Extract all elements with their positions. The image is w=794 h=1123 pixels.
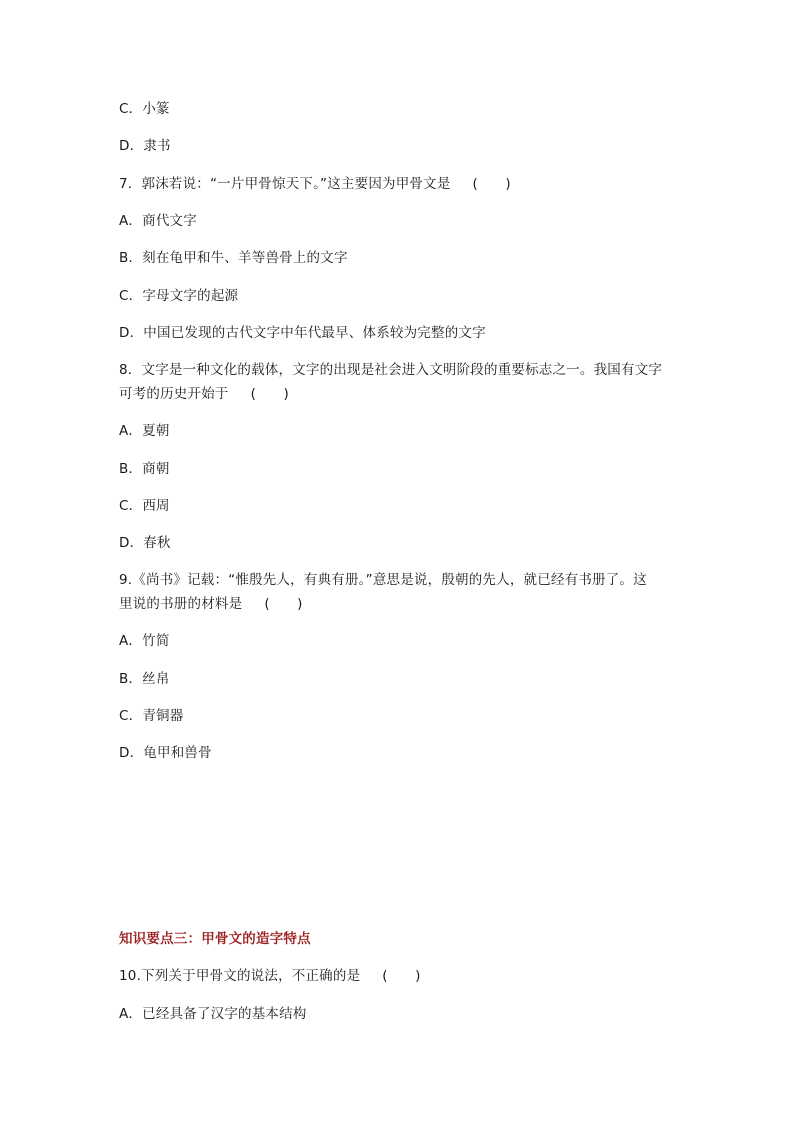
question-10-text: 10.下列关于甲骨文的说法，不正确的是 — [119, 968, 361, 984]
question-9-line-2 — [119, 594, 303, 614]
option-c-q9: C．青铜器 — [119, 708, 184, 724]
question-7-text: 7．郭沫若说：“一片甲骨惊天下。”这主要因为甲骨文是 — [119, 176, 451, 192]
answer-blank-q8: ( ) — [250, 386, 289, 402]
option-d-q6: D．隶书 — [119, 138, 171, 154]
answer-blank-q7: ( ) — [472, 176, 511, 192]
option-c-q6: C．小篆 — [119, 101, 170, 117]
option-a-q8: A．夏朝 — [119, 423, 170, 439]
option-b-q9: B．丝帛 — [119, 671, 170, 687]
answer-blank-q10: ( ) — [382, 968, 421, 984]
question-8-line-2 — [119, 384, 289, 404]
answer-blank-q9: ( ) — [264, 596, 303, 612]
option-c-q8: C．西周 — [119, 498, 170, 514]
question-9-text: 里说的书册的材料是 — [119, 596, 243, 612]
question-7 — [119, 174, 511, 194]
option-d-q8: D．春秋 — [119, 535, 171, 551]
option-c-q7: C．字母文字的起源 — [119, 288, 239, 304]
option-a-q9: A．竹简 — [119, 633, 170, 649]
option-d-q7: D．中国已发现的古代文字中年代最早、体系较为完整的文字 — [119, 325, 486, 341]
section-3-heading: 知识要点三：甲骨文的造字特点 — [119, 931, 311, 947]
option-a-q7: A．商代文字 — [119, 213, 197, 229]
question-8-line-1: 8．文字是一种文化的载体，文字的出现是社会进入文明阶段的重要标志之一。我国有文字 — [119, 362, 663, 378]
question-8-text: 可考的历史开始于 — [119, 386, 229, 402]
option-b-q8: B．商朝 — [119, 461, 170, 477]
question-10 — [119, 966, 421, 986]
question-9-line-1: 9.《尚书》记载：“惟殷先人，有典有册。”意思是说，殷朝的先人，就已经有书册了。这 — [119, 572, 647, 588]
option-a-q10: A．已经具备了汉字的基本结构 — [119, 1006, 307, 1022]
option-b-q7: B．刻在龟甲和牛、羊等兽骨上的文字 — [119, 250, 348, 266]
option-d-q9: D．龟甲和兽骨 — [119, 745, 212, 761]
